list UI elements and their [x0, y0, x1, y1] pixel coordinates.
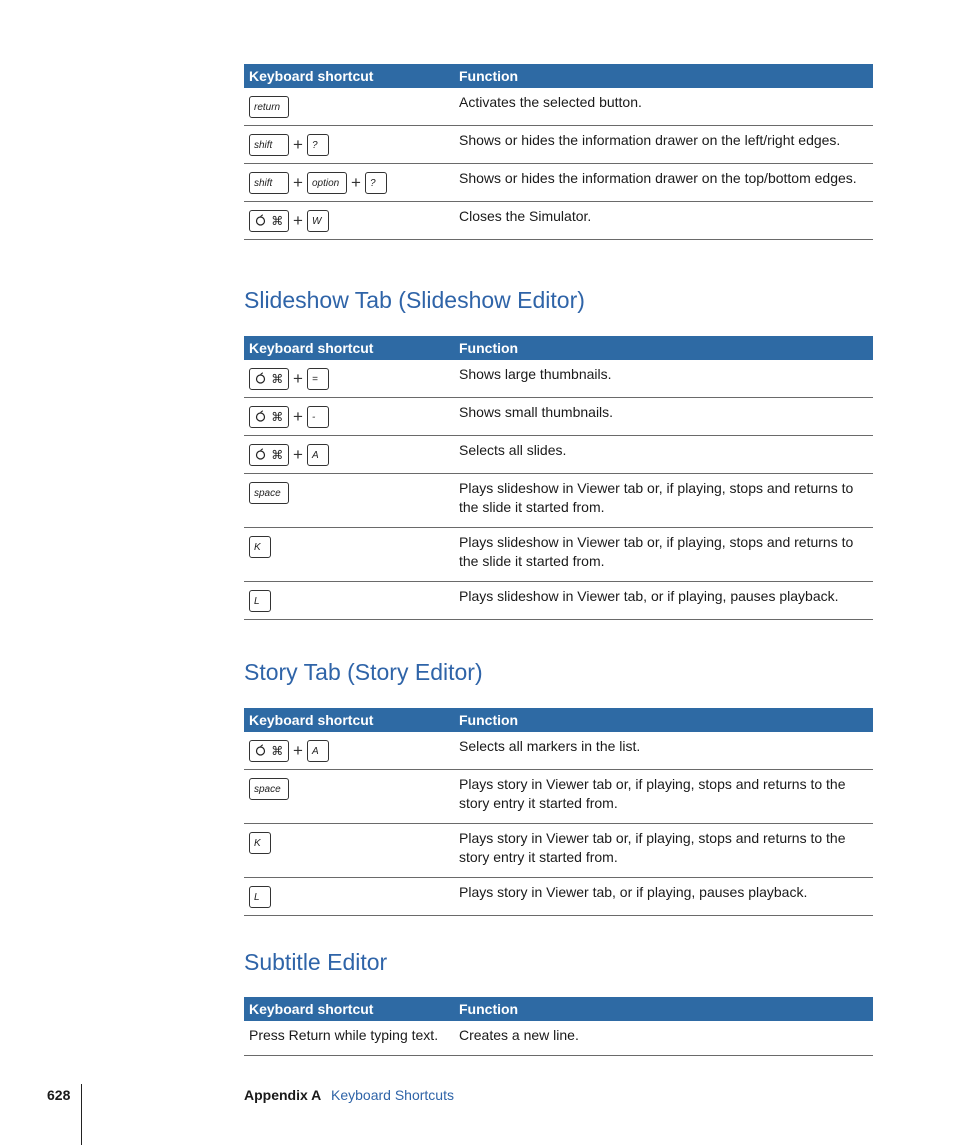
key-k: K: [249, 832, 271, 854]
plus-sign: +: [293, 741, 303, 760]
plus-sign: +: [293, 173, 303, 192]
apple-icon: [255, 372, 266, 387]
plus-sign: +: [293, 407, 303, 426]
key-l: L: [249, 886, 271, 908]
shortcut-text: Press Return while typing text.: [244, 1021, 454, 1056]
story-shortcuts-table: [244, 708, 873, 916]
space-key: space: [249, 482, 289, 504]
table-body: [244, 88, 873, 240]
command-key: [249, 740, 289, 762]
function-text: Shows small thumbnails.: [454, 398, 873, 436]
function-text: Plays slideshow in Viewer tab, or if playing, pauses playback.: [454, 582, 873, 620]
key-combo: [249, 443, 449, 467]
key-a: A: [307, 740, 329, 762]
key-l: L: [249, 590, 271, 612]
key-combo: [249, 171, 449, 195]
table-body: [244, 1021, 873, 1056]
key-combo: [249, 95, 449, 119]
function-text: Shows or hides the information drawer on the top/bottom edges.: [454, 164, 873, 202]
table-header-row: [244, 708, 873, 732]
table-header-row: [244, 336, 873, 360]
table-row: [244, 824, 873, 878]
apple-icon: [255, 448, 266, 460]
key-combo: [249, 133, 449, 157]
key-combo: [249, 481, 449, 505]
table-row: [244, 878, 873, 916]
command-key: [249, 406, 289, 428]
table-row: [244, 528, 873, 582]
table-row: [244, 732, 873, 770]
return-key: return: [249, 96, 289, 118]
footer-divider: [81, 1084, 82, 1145]
function-text: Plays story in Viewer tab, or if playing, pauses playback.: [454, 878, 873, 916]
command-symbol-icon: ⌘: [271, 372, 284, 386]
footer-appendix: Appendix A: [244, 1087, 322, 1103]
header-shortcut: Keyboard shortcut: [244, 997, 454, 1021]
header-function: Function: [454, 997, 873, 1021]
header-shortcut: Keyboard shortcut: [244, 708, 454, 732]
plus-sign: +: [351, 173, 361, 192]
table-header-row: [244, 997, 873, 1021]
key-combo: [249, 535, 449, 559]
table-row: [244, 582, 873, 620]
subtitle-shortcuts-table: [244, 997, 873, 1056]
plus-sign: +: [293, 445, 303, 464]
function-text: Plays story in Viewer tab or, if playing, stops and returns to the story entry it started from.: [454, 770, 873, 824]
key-combo: [249, 589, 449, 613]
apple-icon: [255, 410, 266, 425]
table-row: [244, 770, 873, 824]
key-combo: [249, 831, 449, 855]
command-symbol-icon: ⌘: [271, 410, 284, 424]
command-key: [249, 210, 289, 232]
header-function: Function: [454, 708, 873, 732]
shortcut-cell: [244, 398, 454, 436]
function-text: Closes the Simulator.: [454, 202, 873, 240]
table-row: [244, 436, 873, 474]
shortcut-cell: [244, 474, 454, 528]
shift-key: shift: [249, 134, 289, 156]
question-key: ?: [307, 134, 329, 156]
story-shortcuts-section: [244, 708, 873, 916]
function-text: Shows or hides the information drawer on the left/right edges.: [454, 126, 873, 164]
table-row: [244, 474, 873, 528]
story-section-title: Story Tab (Story Editor): [244, 659, 483, 685]
key-combo: [249, 739, 449, 763]
function-text: Plays story in Viewer tab or, if playing, stops and returns to the story entry it started from.: [454, 824, 873, 878]
shortcut-cell: [244, 770, 454, 824]
function-text: Shows large thumbnails.: [454, 360, 873, 398]
shortcut-cell: [244, 732, 454, 770]
shortcut-cell: [244, 360, 454, 398]
shift-key: shift: [249, 172, 289, 194]
command-symbol-icon: ⌘: [271, 448, 284, 462]
key-combo: [249, 405, 449, 429]
key-a: A: [307, 444, 329, 466]
shortcut-cell: [244, 824, 454, 878]
command-key: [249, 368, 289, 390]
plus-sign: +: [293, 369, 303, 388]
command-key: [249, 444, 289, 466]
key-k: K: [249, 536, 271, 558]
shortcut-cell: [244, 528, 454, 582]
apple-icon: [255, 214, 266, 226]
header-function: Function: [454, 64, 873, 88]
header-shortcut: Keyboard shortcut: [244, 64, 454, 88]
page-number: 628: [47, 1087, 71, 1103]
function-text: Activates the selected button.: [454, 88, 873, 126]
shortcut-cell: [244, 88, 454, 126]
apple-icon: [255, 744, 266, 756]
key--: -: [307, 406, 329, 428]
space-key: space: [249, 778, 289, 800]
function-text: Selects all slides.: [454, 436, 873, 474]
table-row: [244, 164, 873, 202]
function-text: Creates a new line.: [454, 1021, 873, 1056]
function-text: Plays slideshow in Viewer tab or, if playing, stops and returns to the slide it started from.: [454, 474, 873, 528]
shortcut-cell: [244, 582, 454, 620]
key-combo: [249, 367, 449, 391]
function-text: Selects all markers in the list.: [454, 732, 873, 770]
slideshow-section-title: Slideshow Tab (Slideshow Editor): [244, 287, 585, 313]
shortcut-cell: [244, 126, 454, 164]
key-combo: [249, 777, 449, 801]
footer-chapter-title: Keyboard Shortcuts: [331, 1087, 454, 1103]
command-symbol-icon: ⌘: [271, 744, 284, 758]
plus-sign: +: [293, 135, 303, 154]
shortcut-cell: [244, 878, 454, 916]
table-body: [244, 732, 873, 916]
simulator-shortcuts-table: [244, 64, 873, 240]
table-body: [244, 360, 873, 620]
command-symbol-icon: ⌘: [271, 214, 284, 228]
apple-icon: [255, 214, 266, 229]
table-row: [244, 1021, 873, 1056]
table-header-row: [244, 64, 873, 88]
table-row: [244, 360, 873, 398]
key-combo: [249, 885, 449, 909]
key-=: =: [307, 368, 329, 390]
table-row: [244, 202, 873, 240]
apple-icon: [255, 448, 266, 463]
header-shortcut: Keyboard shortcut: [244, 336, 454, 360]
shortcut-cell: [244, 436, 454, 474]
apple-icon: [255, 372, 266, 384]
apple-icon: [255, 410, 266, 422]
key-combo: [249, 209, 449, 233]
shortcut-cell: [244, 202, 454, 240]
key-w: W: [307, 210, 329, 232]
plus-sign: +: [293, 211, 303, 230]
table-row: [244, 88, 873, 126]
table-row: [244, 398, 873, 436]
slideshow-shortcuts-section: [244, 336, 873, 620]
question-key: ?: [365, 172, 387, 194]
subtitle-section-title: Subtitle Editor: [244, 949, 388, 975]
slideshow-shortcuts-table: [244, 336, 873, 620]
function-text: Plays slideshow in Viewer tab or, if playing, stops and returns to the slide it started from.: [454, 528, 873, 582]
shortcut-cell: [244, 164, 454, 202]
option-key: option: [307, 172, 347, 194]
apple-icon: [255, 744, 266, 759]
header-function: Function: [454, 336, 873, 360]
subtitle-shortcuts-section: [244, 997, 873, 1056]
simulator-shortcuts-section: [244, 64, 873, 240]
table-row: [244, 126, 873, 164]
